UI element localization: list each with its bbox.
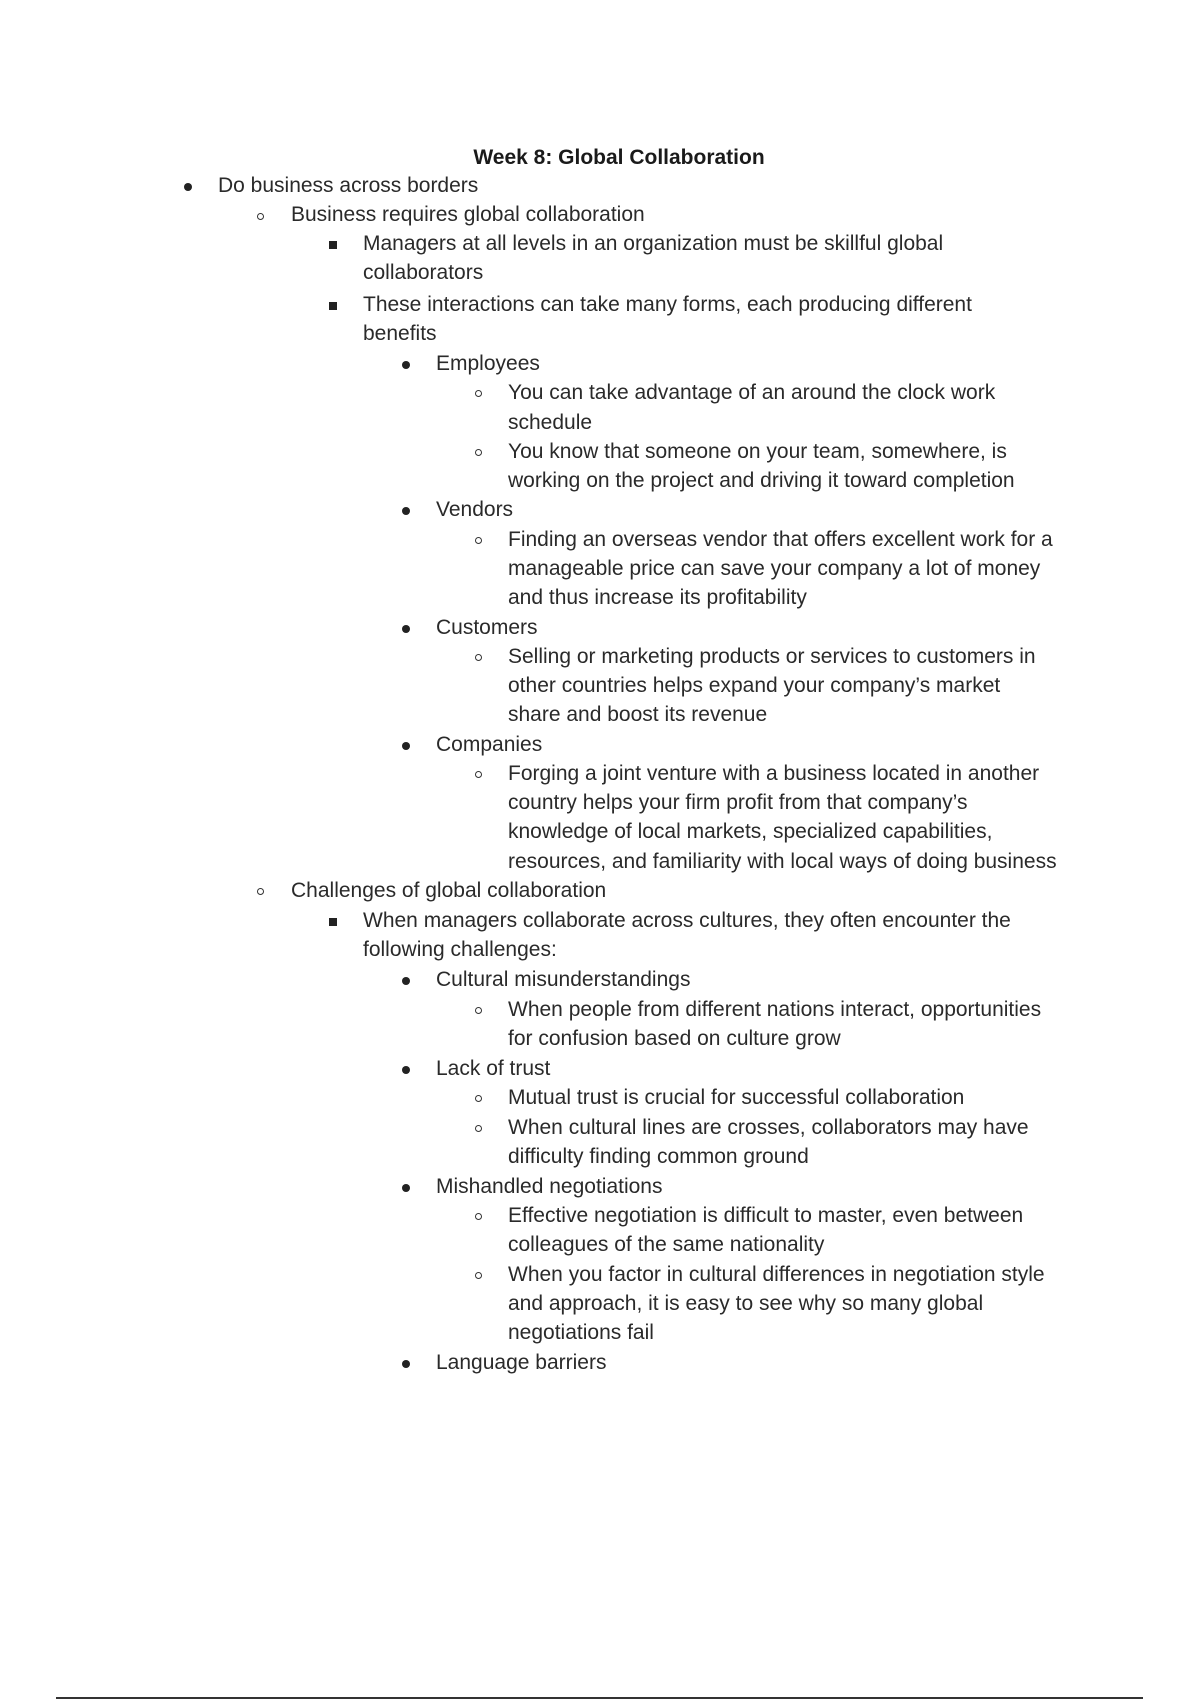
list-item-level-5-continuation: schedule (508, 411, 593, 434)
bullet-square-icon (329, 918, 337, 926)
bullet-disc-icon (402, 977, 410, 985)
list-item-level-4: Language barriers (436, 1351, 607, 1374)
list-item-level-5: When cultural lines are crosses, collaborators may have (508, 1116, 1029, 1139)
bullet-circle-icon (257, 888, 264, 895)
list-item-level-5-continuation: country helps your firm profit from that company’s (508, 791, 968, 814)
list-item-level-5-continuation: difficulty finding common ground (508, 1145, 809, 1168)
list-item-level-5-continuation: other countries helps expand your company’s market (508, 674, 1001, 697)
bullet-circle-icon (475, 390, 482, 397)
page-title: Week 8: Global Collaboration (473, 146, 765, 169)
list-item-level-3-continuation: collaborators (363, 261, 484, 284)
bullet-circle-icon (475, 1125, 482, 1132)
list-item-level-5-continuation: working on the project and driving it toward completion (508, 469, 1015, 492)
bullet-disc-icon (402, 361, 410, 369)
bullet-square-icon (329, 302, 337, 310)
list-item-level-3: Managers at all levels in an organization must be skillful global (363, 232, 944, 255)
list-item-level-5: Mutual trust is crucial for successful collaboration (508, 1086, 965, 1109)
list-item-level-5: When you factor in cultural differences in negotiation style (508, 1263, 1045, 1286)
list-item-level-4: Lack of trust (436, 1057, 551, 1080)
list-item-level-3-continuation: benefits (363, 322, 437, 345)
bullet-circle-icon (475, 1272, 482, 1279)
bullet-square-icon (329, 241, 337, 249)
list-item-level-3: When managers collaborate across cultures, they often encounter the (363, 909, 1011, 932)
list-item-level-4: Employees (436, 352, 540, 375)
list-item-level-4: Companies (436, 733, 543, 756)
list-item-level-4: Mishandled negotiations (436, 1175, 663, 1198)
bullet-disc-icon (184, 183, 192, 191)
list-item-level-5: When people from different nations interact, opportunities (508, 998, 1042, 1021)
list-item-level-5-continuation: colleagues of the same nationality (508, 1233, 825, 1256)
bullet-circle-icon (475, 1213, 482, 1220)
list-item-level-5-continuation: and approach, it is easy to see why so many global (508, 1292, 984, 1315)
list-item-level-5-continuation: and thus increase its profitability (508, 586, 807, 609)
bullet-circle-icon (475, 1095, 482, 1102)
bullet-disc-icon (402, 742, 410, 750)
list-item-level-5: Forging a joint venture with a business located in another (508, 762, 1040, 785)
list-item-level-5-continuation: knowledge of local markets, specialized capabilities, (508, 820, 993, 843)
list-item-level-2: Challenges of global collaboration (291, 879, 607, 902)
list-item-level-5-continuation: manageable price can save your company a lot of money (508, 557, 1041, 580)
list-item-level-5: Effective negotiation is difficult to master, even between (508, 1204, 1024, 1227)
bullet-disc-icon (402, 507, 410, 515)
list-item-level-1: Do business across borders (218, 174, 479, 197)
list-item-level-4: Customers (436, 616, 538, 639)
list-item-level-4: Cultural misunderstandings (436, 968, 691, 991)
list-item-level-5: You can take advantage of an around the clock work (508, 381, 996, 404)
list-item-level-5-continuation: resources, and familiarity with local ways of doing business (508, 850, 1057, 873)
bullet-disc-icon (402, 1360, 410, 1368)
bullet-circle-icon (475, 449, 482, 456)
bullet-circle-icon (475, 537, 482, 544)
bullet-circle-icon (475, 771, 482, 778)
list-item-level-5-continuation: negotiations fail (508, 1321, 654, 1344)
bullet-circle-icon (475, 654, 482, 661)
list-item-level-3-continuation: following challenges: (363, 938, 557, 961)
list-item-level-5-continuation: share and boost its revenue (508, 703, 768, 726)
list-item-level-4: Vendors (436, 498, 514, 521)
bullet-disc-icon (402, 1184, 410, 1192)
list-item-level-5: Finding an overseas vendor that offers excellent work for a (508, 528, 1053, 551)
list-item-level-2: Business requires global collaboration (291, 203, 645, 226)
list-item-level-5: Selling or marketing products or services to customers in (508, 645, 1036, 668)
bullet-circle-icon (257, 213, 264, 220)
bullet-disc-icon (402, 1066, 410, 1074)
bullet-disc-icon (402, 625, 410, 633)
bullet-circle-icon (475, 1007, 482, 1014)
page-bottom-divider (56, 1697, 1143, 1699)
list-item-level-3: These interactions can take many forms, each producing different (363, 293, 972, 316)
list-item-level-5: You know that someone on your team, somewhere, is (508, 440, 1007, 463)
list-item-level-5-continuation: for confusion based on culture grow (508, 1027, 841, 1050)
